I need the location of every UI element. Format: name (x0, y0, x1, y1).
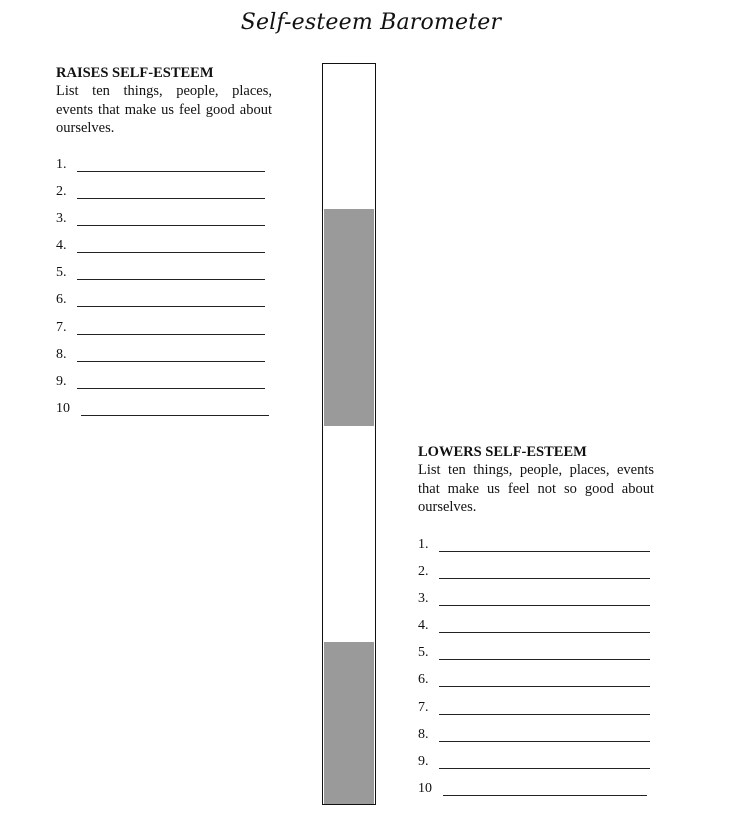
raises-instructions: List ten things, people, places, events that make us feel good about ourselves. (56, 83, 272, 136)
answer-line[interactable] (77, 388, 265, 389)
answer-line[interactable] (439, 551, 650, 552)
item-number: 6. (56, 292, 67, 308)
item-number: 2. (418, 564, 429, 580)
lowers-section (418, 443, 654, 517)
answer-line[interactable] (77, 171, 265, 172)
answer-line[interactable] (439, 768, 650, 769)
answer-line[interactable] (439, 659, 650, 660)
answer-line[interactable] (443, 795, 647, 796)
raises-section (56, 64, 272, 138)
item-number: 8. (56, 346, 67, 362)
item-number: 3. (418, 591, 429, 607)
item-number: 5. (418, 645, 429, 661)
item-number: 1. (418, 537, 429, 552)
answer-line[interactable] (439, 605, 650, 606)
answer-line[interactable] (77, 361, 265, 362)
item-number: 9. (418, 753, 429, 769)
barometer-bar (322, 63, 376, 805)
answer-line[interactable] (77, 198, 265, 199)
item-number: 7. (418, 699, 429, 715)
answer-line[interactable] (439, 686, 650, 687)
lowers-instructions: List ten things, people, places, events that make us feel not so good about ourselves. (418, 462, 654, 515)
item-number: 6. (418, 672, 429, 688)
item-number: 5. (56, 265, 67, 281)
item-number: 2. (56, 184, 67, 200)
lowers-shaded-region (324, 642, 374, 804)
item-number: 10 (418, 780, 432, 796)
lowers-heading: LOWERS SELF-ESTEEM (418, 444, 587, 460)
raises-shaded-region (324, 209, 374, 426)
answer-line[interactable] (439, 632, 650, 633)
item-number: 1. (56, 157, 67, 172)
item-number: 4. (56, 238, 67, 254)
item-number: 8. (418, 726, 429, 742)
item-number: 4. (418, 618, 429, 634)
answer-line[interactable] (81, 415, 269, 416)
item-number: 10 (56, 400, 70, 416)
page-title: Self-esteem Barometer (240, 10, 502, 35)
answer-line[interactable] (77, 279, 265, 280)
answer-line[interactable] (439, 741, 650, 742)
item-number: 3. (56, 211, 67, 227)
raises-heading: RAISES SELF-ESTEEM (56, 65, 214, 81)
item-number: 7. (56, 319, 67, 335)
answer-line[interactable] (439, 578, 650, 579)
answer-line[interactable] (439, 714, 650, 715)
answer-line[interactable] (77, 306, 265, 307)
item-number: 9. (56, 373, 67, 389)
answer-line[interactable] (77, 225, 265, 226)
answer-line[interactable] (77, 252, 265, 253)
answer-line[interactable] (77, 334, 265, 335)
